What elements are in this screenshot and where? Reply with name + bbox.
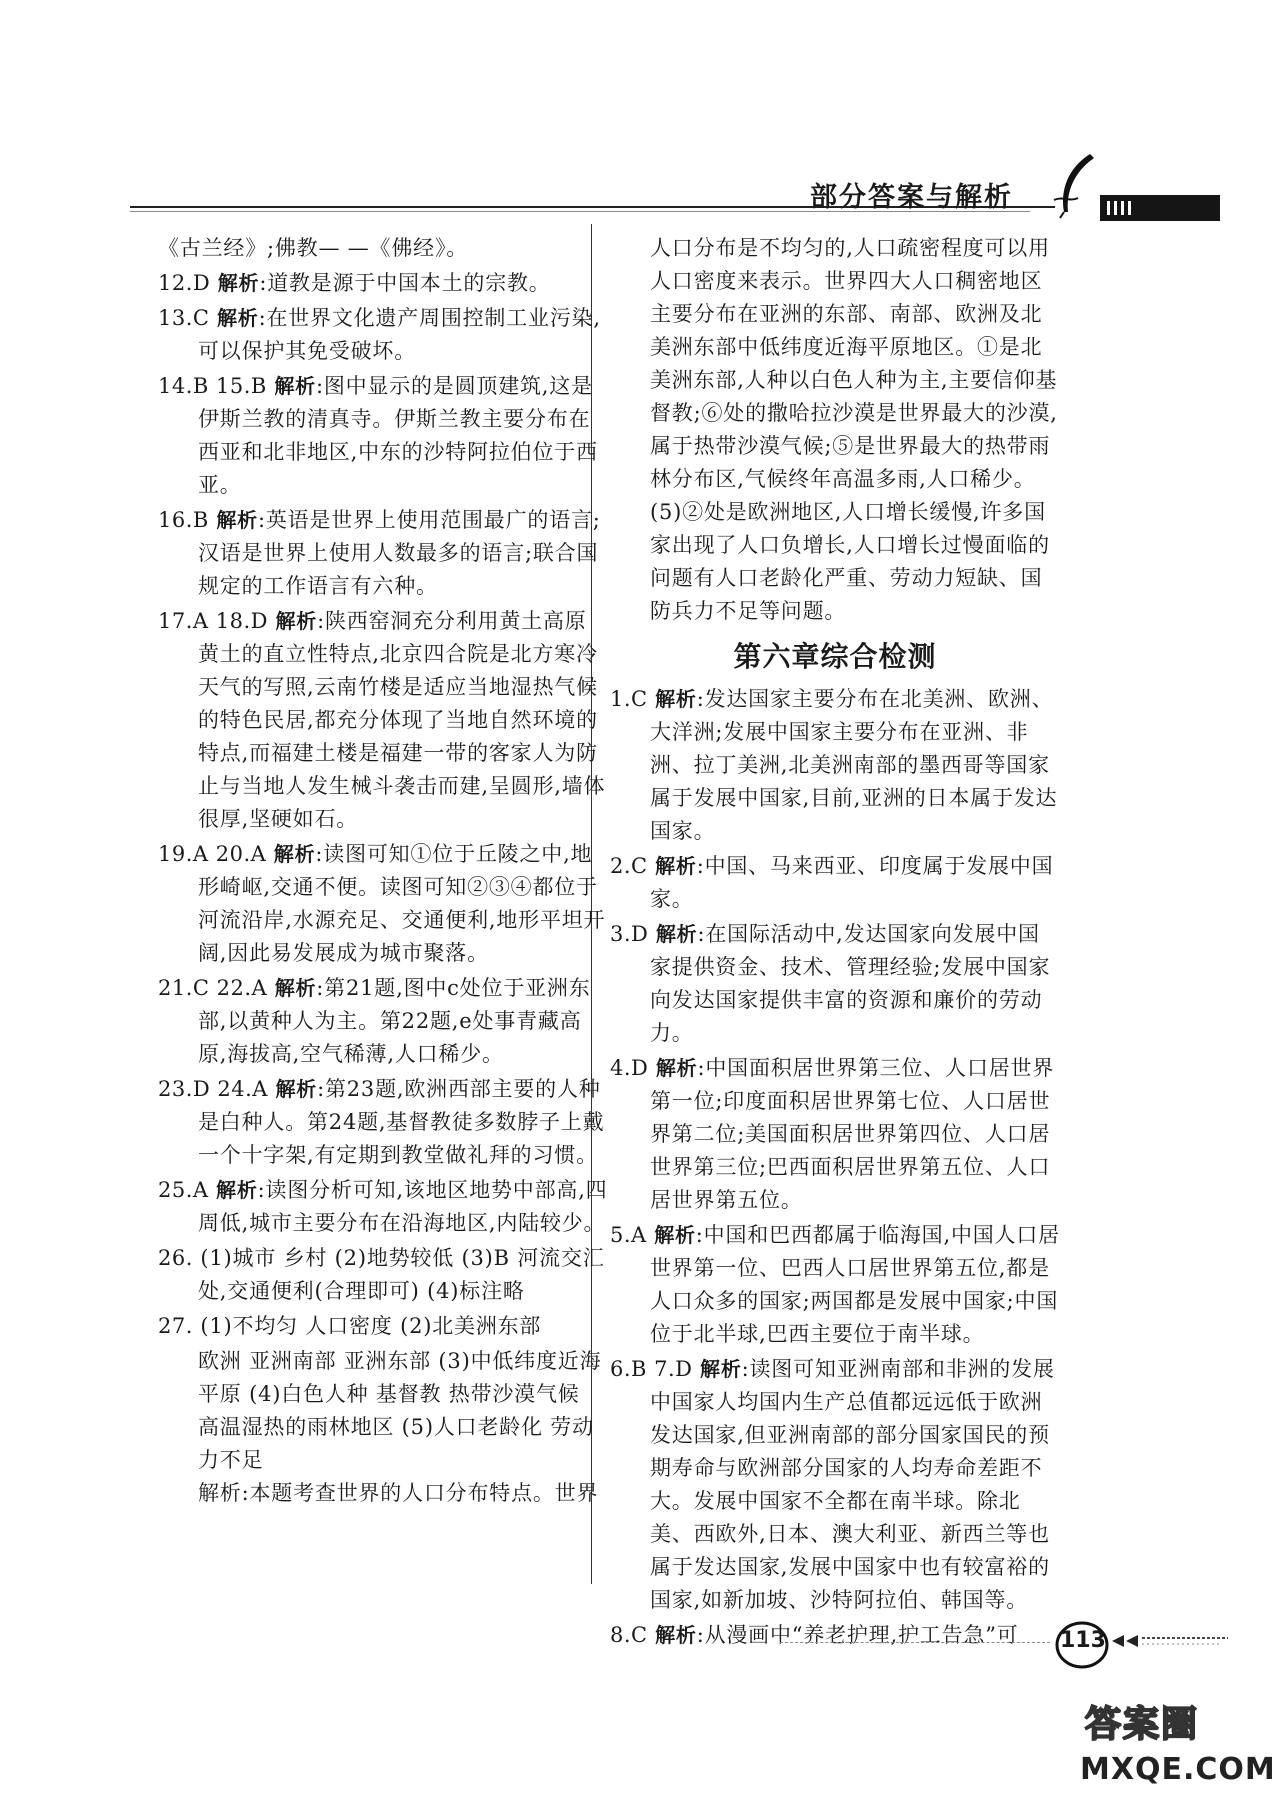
analysis-label: 解析 [274,976,317,1000]
answer-body: :读图分析可知,该地区地势中部高,四周低,城市主要分布在沿海地区,内陆较少。 [198,1178,608,1235]
answer-text [610,232,1060,628]
answer-item [610,850,1060,916]
answer-item [158,838,608,970]
footer-arrows-icon [1110,1632,1230,1650]
answer-item [158,370,608,502]
answer-body: 《古兰经》;佛教— —《佛经》。 [158,236,469,260]
header-title: 部分答案与解析 [810,182,1013,213]
answer-body: :第21题,图中c处位于亚洲东部,以黄种人为主。第22题,e处事青藏高原,海拔高,空气稀薄,人口稀少。 [198,976,591,1066]
analysis-label: 解析 [216,508,258,532]
analysis-label: 解析 [700,1357,742,1381]
answer-body: :读图可知①位于丘陵之中,地形崎岖,交通不便。读图可知②③④都位于河流沿岸,水源充足、交通便利,地形平坦开阔,因此易发展成为城市聚落。 [198,842,606,965]
answer-number: 19.A 20.A [158,842,267,866]
answer-item [610,1353,1060,1617]
answer-item [158,302,608,368]
answer-body: 人口分布是不均匀的,人口疏密程度可以用人口密度来表示。世界四大人口稠密地区主要分布在亚洲的东部、南部、欧洲及北美洲东部中低纬度近海平原地区。①是北美洲东部,人种以白色人种为主,主要信仰基督教;⑥处的撒哈拉沙漠是世界最大的沙漠,属于热带沙漠气候;⑤是世界最大的热带雨林分布区,气候终年高温多雨,人口稀少。(5)②处是欧洲地区,人口增长缓慢,许多国家出现了人口负增长,人口增长过慢面临的问题有人口老龄化严重、劳动力短缺、国防兵力不足等问题。 [650,236,1058,623]
answer-number: 17.A 18.D [158,609,268,633]
watermark-url: MXQE.COM [1080,1752,1276,1787]
answer-body: :本题考查世界的人口分布特点。世界 [241,1481,599,1505]
answer-number: 12.D [158,271,211,295]
answer-item [610,1219,1060,1351]
answer-number: 3.D [610,922,649,946]
analysis-label: 解析 [275,1077,318,1101]
answer-body: :在世界文化遗产周围控制工业污染,可以保护其免受破坏。 [198,306,601,363]
answer-body: (1)不均匀 人口密度 (2)北美洲东部 [200,1314,542,1338]
answer-item [610,918,1060,1050]
answer-body: :图中显示的是圆顶建筑,这是伊斯兰教的清真寺。伊斯兰教主要分布在西亚和北非地区,中东的沙特阿拉伯位于西亚。 [198,374,598,497]
answer-number: 5.A [610,1223,647,1247]
answer-number: 13.C [158,306,210,330]
answer-text [158,1345,608,1477]
answer-item [158,504,608,603]
analysis-label: 解析 [216,306,259,330]
answer-number: 16.B [158,508,209,532]
answer-number: 1.C [610,687,648,711]
answer-number: 8.C [610,1623,648,1647]
analysis-label: 解析 [655,854,697,878]
analysis-label: 解析 [275,609,318,633]
answer-body: :陕西窑洞充分利用黄土高原黄土的直立性特点,北京四合院是北方寒冷天气的写照,云南竹楼是适应当地湿热气候的特色民居,都充分体现了当地自然环境的特点,而福建土楼是福建一带的客家人为防止与当地人发生械斗袭击而建,呈圆形,墙体很厚,坚硬如石。 [198,609,606,831]
answer-item [610,1619,1060,1652]
analysis-label: 解析 [198,1481,242,1505]
answer-body: :从漫画中“养老护理,护工告急”可 [696,1623,1019,1647]
answer-text [158,232,608,265]
analysis-label: 解析 [273,842,316,866]
left-column [158,232,608,1510]
answer-item [158,1073,608,1172]
answer-body: :中国、马来西亚、印度属于发展中国家。 [650,854,1054,911]
answer-item [158,605,608,836]
header-stripes-icon [1105,199,1145,217]
analysis-label: 解析 [655,687,697,711]
answer-item [610,683,1060,848]
answer-body: :在国际活动中,发达国家向发展中国家提供资金、技术、管理经验;发展中国家向发达国家提供丰富的资源和廉价的劳动力。 [650,922,1051,1045]
feather-pen-icon [1050,152,1100,220]
answer-body: :道教是源于中国本土的宗教。 [259,271,551,295]
answer-body: :中国和巴西都属于临海国,中国人口居世界第一位、巴西人口居世界第五位,都是人口众多的国家;两国都是发展中国家;中国位于北半球,巴西主要位于南半球。 [650,1223,1060,1346]
answer-body: :发达国家主要分布在北美洲、欧洲、大洋洲;发展中国家主要分布在亚洲、非洲、拉丁美洲,北美洲南部的墨西哥等国家属于发展中国家,目前,亚洲的日本属于发达国家。 [650,687,1058,843]
analysis-label: 解析 [655,922,698,946]
analysis-label: 解析 [216,1178,258,1202]
answer-number: 6.B 7.D [610,1357,693,1381]
answer-number: 14.B 15.B [158,374,267,398]
answer-item [158,1174,608,1240]
page-number: 113 [1060,1628,1106,1653]
footer-dashed-rule [780,1642,1050,1643]
analysis-label: 解析 [274,374,316,398]
right-column [610,232,1060,1654]
answer-item [158,1310,608,1343]
answer-text [158,1477,608,1510]
analysis-label: 解析 [655,1056,698,1080]
answer-number: 27. [158,1314,193,1338]
answer-body: :英语是世界上使用范围最广的语言;汉语是世界上使用人数最多的语言;联合国规定的工作语言有六种。 [198,508,601,598]
analysis-label: 解析 [655,1623,697,1647]
answer-number: 25.A [158,1178,209,1202]
answer-number: 26. [158,1246,193,1270]
analysis-label: 解析 [654,1223,696,1247]
answer-body: (1)城市 乡村 (2)地势较低 (3)B 河流交汇处,交通便利(合理即可) (4)标注略 [198,1246,605,1303]
answer-item [610,1052,1060,1217]
analysis-label: 解析 [217,271,260,295]
answer-number: 4.D [610,1056,649,1080]
answer-item [158,267,608,300]
answer-body: :第23题,欧洲西部主要的人种是白种人。第24题,基督教徒多数脖子上戴一个十字架,有定期到教堂做礼拜的习惯。 [198,1077,605,1167]
answer-number: 21.C 22.A [158,976,268,1000]
section-title: 第六章综合检测 [733,640,937,673]
answer-body: :读图可知亚洲南部和非洲的发展中国家人均国内生产总值都远远低于欧洲发达国家,但亚洲南部的部分国家国民的预期寿命与欧洲部分国家的人均寿命差距不大。发展中国家不全都在南半球。除北美、西欧外,日本、澳大利亚、新西兰等也属于发达国家,发展中国家中也有较富裕的国家,如新加坡、沙特阿拉伯、韩国等。 [650,1357,1055,1612]
answer-number: 2.C [610,854,648,878]
answer-item [158,972,608,1071]
answer-body: :中国面积居世界第三位、人口居世界第一位;印度面积居世界第七位、人口居世界第二位;美国面积居世界第四位、人口居世界第三位;巴西面积居世界第五位、人口居世界第五位。 [650,1056,1055,1212]
watermark-logo-text: 答案圈 [1085,1704,1200,1745]
answer-number: 23.D 24.A [158,1077,268,1101]
answer-body: 欧洲 亚洲南部 亚洲东部 (3)中低纬度近海 平原 (4)白色人种 基督教 热带沙漠气候 高温湿热的雨林地区 (5)人口老龄化 劳动力不足 [198,1349,602,1472]
answer-item [158,1242,608,1308]
page-header [0,0,1255,240]
